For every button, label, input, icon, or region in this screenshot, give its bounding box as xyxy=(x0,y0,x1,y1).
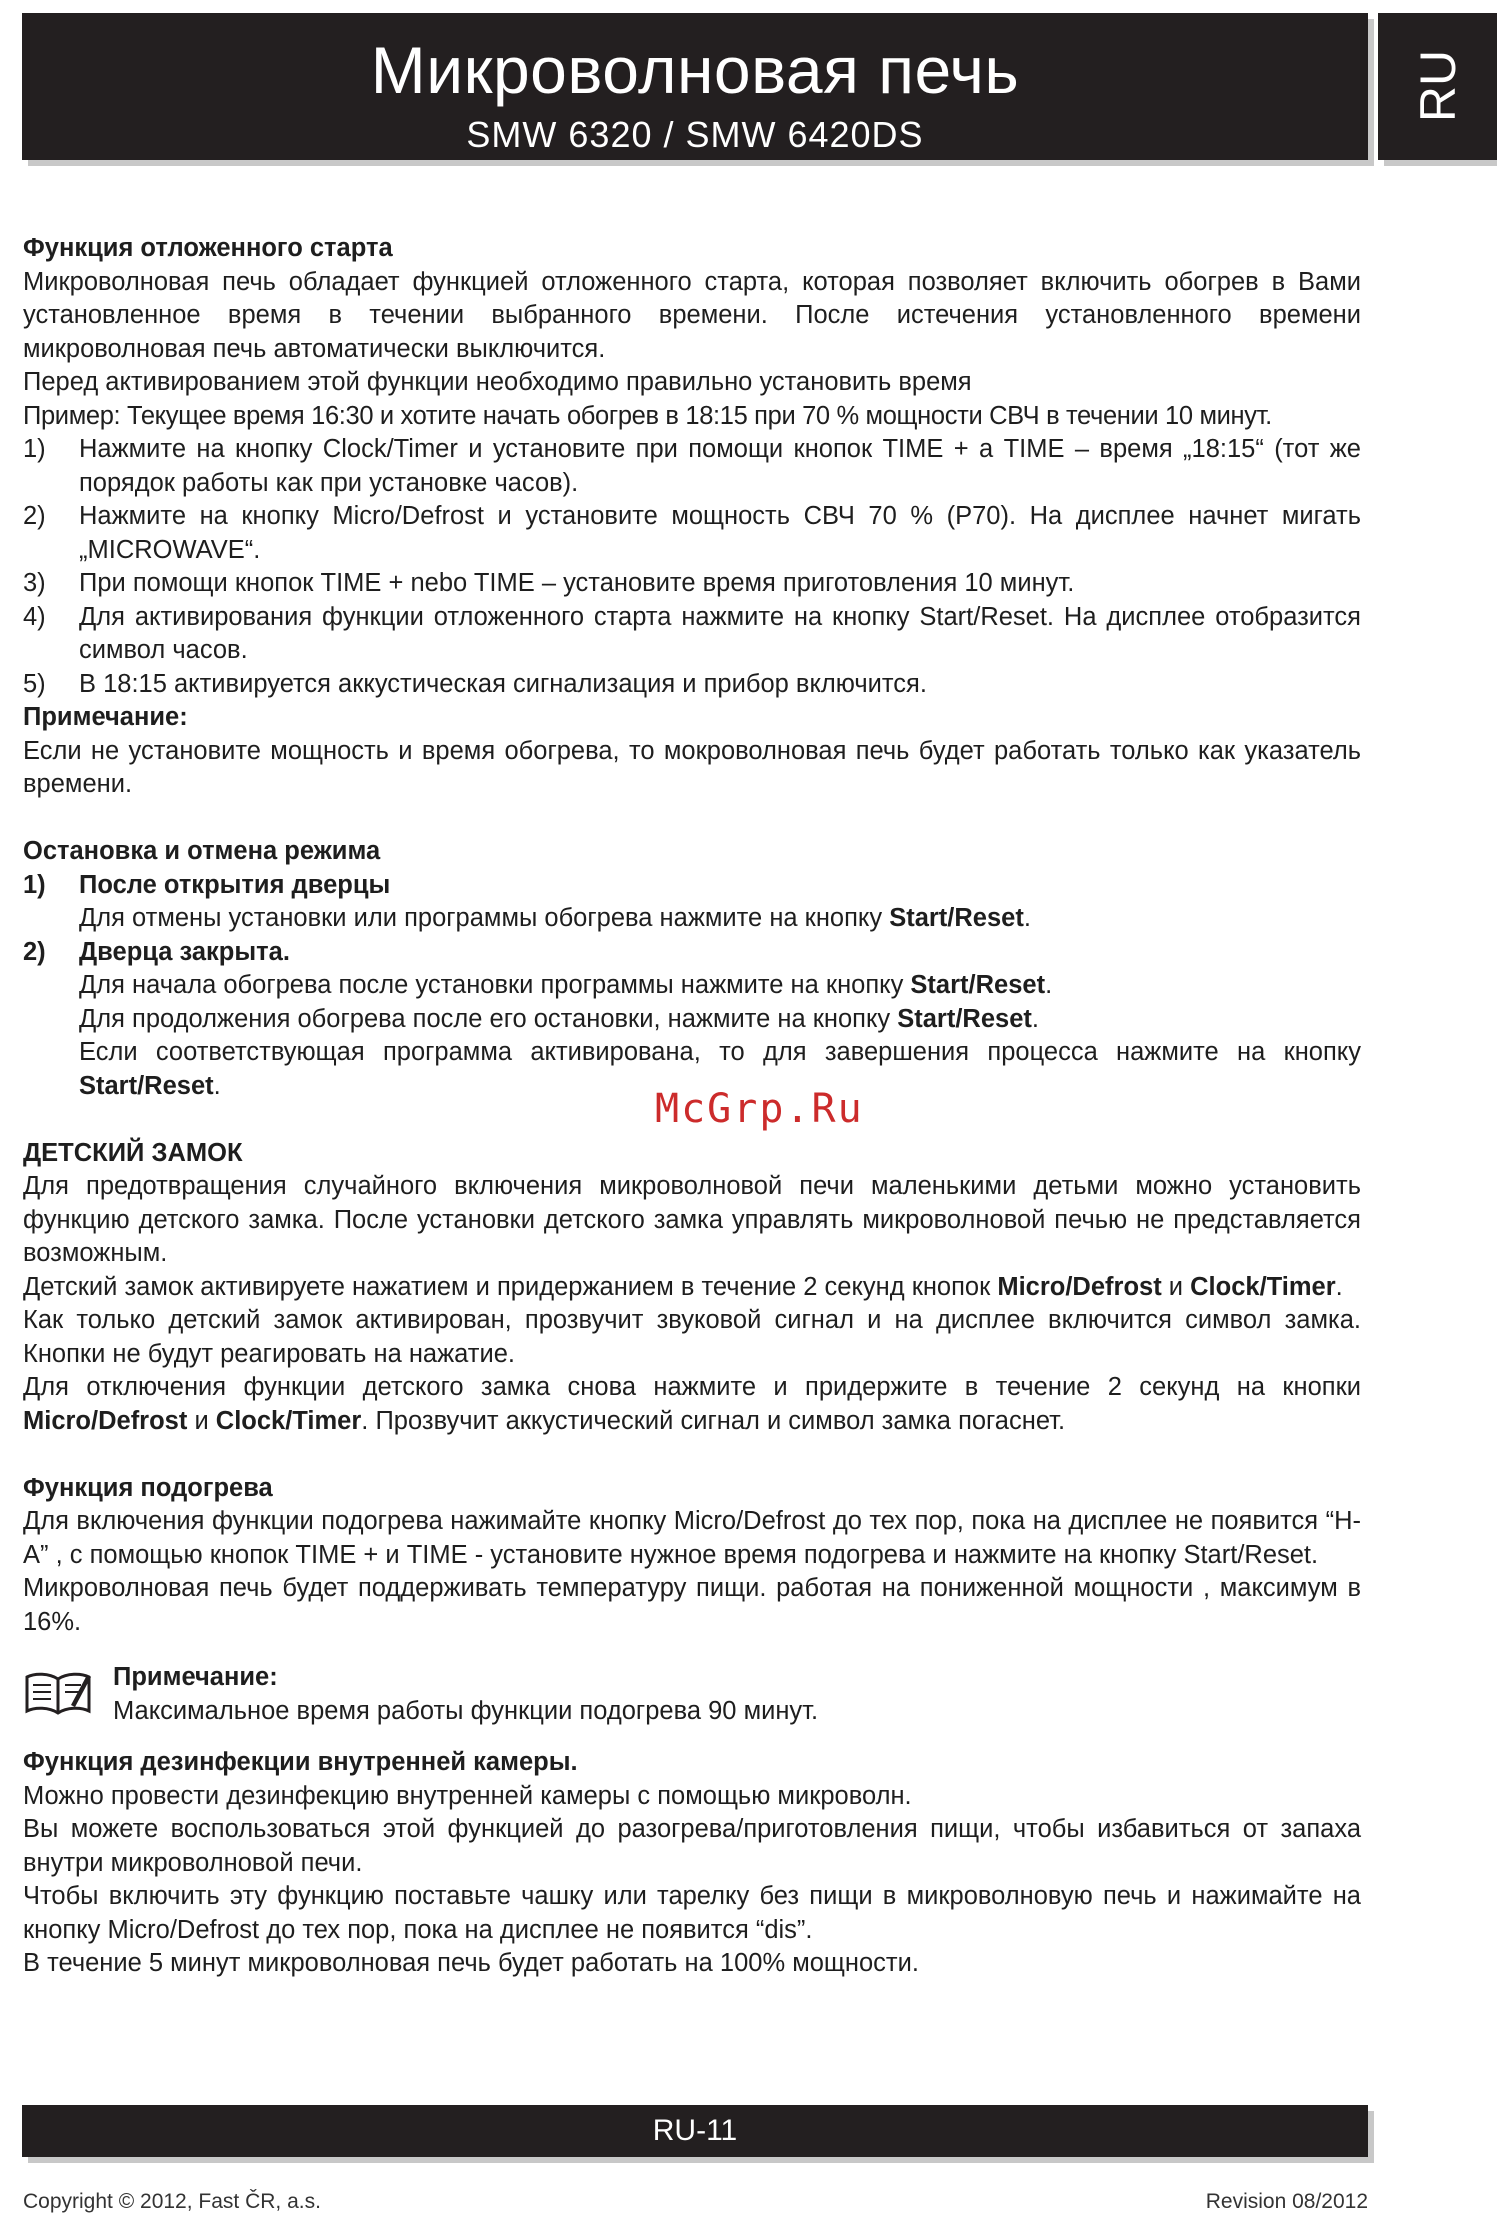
list-item xyxy=(23,869,1361,903)
list-text: При помощи кнопок TIME + nebo TIME – установите время приготовления 10 минут. xyxy=(79,569,1075,597)
reheat-paragraph: Микроволновая печь будет поддерживать температуру пищи. работая на пониженной мощности , максимум в 16%. xyxy=(23,1574,1361,1636)
child-lock-paragraph: Для отключения функции детского замка снова нажмите и придержите в течение 2 секунд на кнопки Micro/Defrost и Clock/Timer. Прозвучит аккустический сигнал и символ замка погаснет. xyxy=(23,1373,1361,1435)
list-title: Дверца закрыта. xyxy=(79,937,290,966)
list-item xyxy=(23,936,1361,970)
stop-cancel-heading: Остановка и отмена режима xyxy=(23,837,381,865)
list-text: Для активирования функции отложенного старта нажмите на кнопку Start/Reset. На дисплее отобразится символ часов. xyxy=(79,602,1361,664)
list-item xyxy=(23,567,1361,601)
list-item xyxy=(23,433,1361,500)
disinfection-paragraph: В течение 5 минут микроволновая печь будет работать на 100% мощности. xyxy=(23,1949,919,1977)
child-lock-paragraph: Для предотвращения случайного включения микроволновой печи маленькими детьми можно установить функцию детского замка. После установки детского замка управлять микроволновой печью не представляется возможным. xyxy=(23,1172,1361,1267)
list-text: Нажмите на кнопку Clock/Timer и установите при помощи кнопок TIME + а TIME – время „18:15“ (тот же порядок работы как при установке часов). xyxy=(79,435,1361,497)
instruction-line: Для отмены установки или программы обогрева нажмите на кнопку Start/Reset. xyxy=(79,904,1031,932)
delayed-start-prereq: Перед активированием этой функции необходимо правильно установить время xyxy=(23,368,972,396)
list-number: 5) xyxy=(23,669,46,698)
language-tab xyxy=(1378,13,1497,160)
page-title: Микроволновая печь xyxy=(370,33,1020,107)
page-number: RU-11 xyxy=(652,2114,738,2147)
model-subtitle: SMW 6320 / SMW 6420DS xyxy=(466,114,924,155)
watermark: McGrp.Ru xyxy=(655,1086,864,1132)
list-number: 3) xyxy=(23,569,46,597)
list-number: 4) xyxy=(23,602,46,631)
disinfection-paragraph: Можно провести дезинфекцию внутренней камеры с помощью микроволн. xyxy=(23,1781,912,1810)
delayed-start-example: Пример: Текущее время 16:30 и хотите начать обогрев в 18:15 при 70 % мощности СВЧ в течении 10 минут. xyxy=(23,401,1272,430)
list-number: 1) xyxy=(23,870,46,899)
open-book-icon xyxy=(23,1661,113,1727)
child-lock-heading: ДЕТСКИЙ ЗАМОК xyxy=(23,1138,243,1167)
list-title: После открытия дверцы xyxy=(79,870,391,899)
reheat-paragraph: Для включения функции подогрева нажимайте кнопку Micro/Defrost до тех пор, пока на дисплее не появится “H-A” , с помощью кнопок TIME + и TIME - установите нужное время подогрева и нажмите на кнопку Start/Reset. xyxy=(23,1507,1361,1569)
list-text: Нажмите на кнопку Micro/Defrost и установите мощность СВЧ 70 % (P70). На дисплее начнет мигать „MICROWAVE“. xyxy=(79,502,1361,564)
list-item xyxy=(23,601,1361,668)
reheat-heading: Функция подогрева xyxy=(23,1473,273,1502)
copyright-text: Copyright © 2012, Fast ČR, a.s. xyxy=(23,2190,321,2213)
child-lock-paragraph: Как только детский замок активирован, прозвучит звуковой сигнал и на дисплее включится символ замка. Кнопки не будут реагировать на нажатие. xyxy=(23,1306,1361,1368)
disinfection-paragraph: Вы можете воспользоваться этой функцией до разогрева/приготовления пищи, чтобы избавиться от запаха внутри микроволновой печи. xyxy=(23,1815,1361,1877)
note-text: Максимальное время работы функции подогрева 90 минут. xyxy=(113,1696,819,1725)
child-lock-paragraph: Детский замок активируете нажатием и придержанием в течение 2 секунд кнопок Micro/Defrost и Clock/Timer. xyxy=(23,1272,1343,1301)
instruction-line: Для продолжения обогрева после его остановки, нажмите на кнопку Start/Reset. xyxy=(79,1004,1039,1033)
list-item xyxy=(23,668,1361,702)
page-number-bar xyxy=(22,2105,1368,2157)
note-label: Примечание: xyxy=(113,1663,278,1691)
note-label: Примечание: xyxy=(23,703,188,731)
disinfection-heading: Функция дезинфекции внутренней камеры. xyxy=(23,1748,578,1776)
page-header xyxy=(22,13,1368,160)
language-label: RU xyxy=(1410,49,1466,123)
list-text: В 18:15 активируется аккустическая сигнализация и прибор включится. xyxy=(79,669,927,698)
revision-text: Revision 08/2012 xyxy=(1205,2190,1368,2213)
instruction-line: Если соответствующая программа активирована, то для завершения процесса нажмите на кнопку Start/Reset. xyxy=(79,1038,1361,1100)
list-number: 1) xyxy=(23,435,46,463)
instruction-line: Для начала обогрева после установки программы нажмите на кнопку Start/Reset. xyxy=(79,971,1053,999)
list-number: 2) xyxy=(23,937,46,966)
delayed-start-heading: Функция отложенного старта xyxy=(23,234,393,262)
note-box xyxy=(23,1661,1361,1728)
list-number: 2) xyxy=(23,502,46,530)
delayed-start-intro: Микроволновая печь обладает функцией отложенного старта, которая позволяет включить обогрев в Вами установленное время в течении выбранного времени. После истечения установленного времени микроволновая печь автоматически выключится. xyxy=(23,267,1361,363)
list-item xyxy=(23,500,1361,567)
note-text: Если не установите мощность и время обогрева, то мокроволновая печь будет работать только как указатель времени. xyxy=(23,736,1361,798)
disinfection-paragraph: Чтобы включить эту функцию поставьте чашку или тарелку без пищи в микроволновую печь и нажимайте на кнопку Micro/Defrost до тех пор, пока на дисплее не появится “dis”. xyxy=(23,1882,1361,1944)
